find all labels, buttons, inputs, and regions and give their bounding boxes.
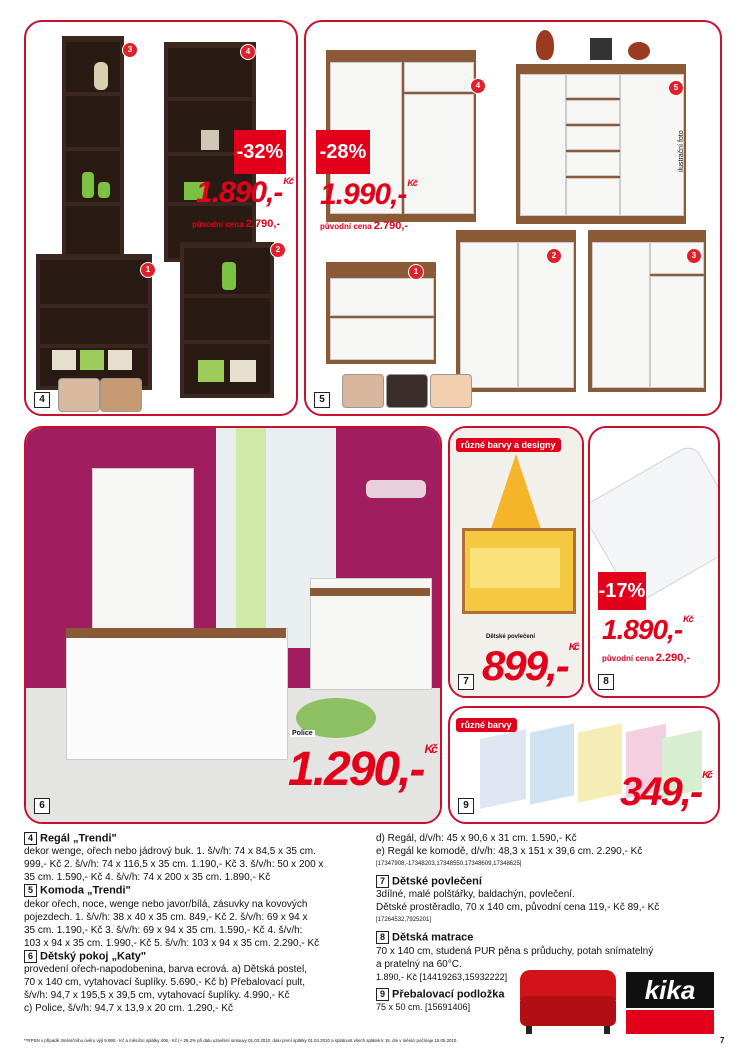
panel-number: 9	[458, 798, 474, 814]
panel-changing-pad	[448, 706, 720, 824]
heading-4: 4 Regál „Trendi"	[24, 832, 374, 845]
item-marker-2: 2	[270, 242, 286, 258]
desc-5-line-4: 103 x 94 x 35 cm. 1.990,- Kč 5. š/v/h: 103 x 94 x 35 cm. 2.290,- Kč	[24, 937, 320, 949]
desc-5-line-2: pojezdech. 1. š/v/h: 38 x 40 x 35 cm. 849,- Kč 2. š/v/h: 69 x 94 x	[24, 911, 308, 923]
heading-7: 7 Dětské povlečení	[376, 875, 716, 888]
photo-note: ilustrační foto	[678, 130, 685, 172]
kika-logo: kika	[626, 972, 714, 1008]
desc-8-line-3: 1.890,- Kč [14419263,15932222]	[376, 971, 508, 982]
variant-ribbon: různé barvy a designy	[456, 438, 561, 452]
discount-badge: -32%	[234, 130, 286, 174]
desc-8-line-2: a pratelný na 60°C.	[376, 958, 462, 970]
discount-badge: -28%	[316, 130, 370, 174]
variant-ribbon: různé barvy	[456, 718, 517, 732]
item-marker-3: 3	[686, 248, 702, 264]
desc-5-line-1: dekor ořech, noce, wenge nebo javor/bílá, zásuvky na kovových	[24, 898, 308, 910]
price: 1.990,-$^{Kč}$	[320, 178, 417, 211]
desc-6-line-6: e) Regál ke komodě, d/v/h: 48,3 x 151 x 39,6 cm. 2.290,- Kč	[376, 846, 643, 857]
original-price: původní cena 2.790,-	[192, 218, 281, 230]
desc-7-line-2: Dětské prostěradlo, 70 x 140 cm, původní cena 119,- Kč 89,- Kč	[376, 902, 660, 914]
price: 1.290,-$^{Kč}$	[288, 742, 436, 796]
desc-4-line-3: 35 cm. 1.590,- Kč 4. š/v/h: 74 x 200 x 35 cm. 1.890,- Kč	[24, 872, 271, 884]
panel-shelves	[24, 20, 298, 416]
item-marker-1: 1	[408, 264, 424, 280]
item-tag: Dětské povlečení	[486, 634, 536, 640]
desc-6-line-3: š/v/h: 94,7 x 195,5 x 39,5 cm, vytahovací šuplíky. 4.990,- Kč	[24, 990, 290, 1002]
desc-7-line-1: 3dílné, malé polštářky, baldachýn, povlečení.	[376, 889, 575, 901]
price: 1.890,-$^{Kč}$	[196, 176, 293, 209]
heading-5: 5 Komoda „Trendi"	[24, 884, 374, 897]
panel-number: 6	[34, 798, 50, 814]
page-number: 7	[720, 1036, 725, 1045]
panel-bedding	[448, 426, 584, 698]
discount-badge: -17%	[598, 572, 646, 610]
baby-bed	[66, 628, 288, 760]
price: 899,-$^{Kč}$	[482, 642, 578, 689]
desc-8-line-1: 70 x 140 cm, studená PUR pěna s průduchy, potah snímatelný	[376, 945, 654, 957]
panel-number: 8	[598, 674, 614, 690]
panel-number: 7	[458, 674, 474, 690]
desc-4-line-1: dekor wenge, ořech nebo jádrový buk. 1. š/v/h: 74 x 84,5 x 35 cm.	[24, 846, 316, 858]
item-marker-3: 3	[122, 42, 138, 58]
color-swatch-beech	[100, 378, 142, 412]
panel-nursery	[24, 426, 442, 824]
item-marker-4: 4	[240, 44, 256, 60]
color-swatch-light	[342, 374, 384, 408]
original-price: původní cena 2.790,-	[320, 220, 409, 232]
item-marker-5: 5	[668, 80, 684, 96]
desc-6-line-1: provedení ořech-napodobenina, barva ecrová. a) Dětská postel,	[24, 964, 307, 976]
description-left	[24, 832, 374, 1015]
panel-commodes	[304, 20, 722, 416]
sofa-image	[520, 970, 616, 1034]
item-marker-4: 4	[470, 78, 486, 94]
desc-6-line-4: c) Police, š/v/h: 94,7 x 13,9 x 20 cm. 1.290,- Kč	[24, 1003, 233, 1015]
original-price: původní cena 2.290,-	[602, 652, 691, 664]
desc-6-line-2: 70 x 140 cm, vytahovací šuplíky. 5.690,- Kč b) Přebalovací pult,	[24, 977, 306, 989]
heading-8: 8 Dětská matrace	[376, 931, 716, 944]
color-swatch-light	[58, 378, 100, 412]
item-marker-1: 1	[140, 262, 156, 278]
panel-number: 5	[314, 392, 330, 408]
panel-mattress	[588, 426, 720, 698]
desc-6-line-5: d) Regál, d/v/h: 45 x 90,6 x 31 cm. 1.590,- Kč	[376, 833, 577, 844]
price: 1.890,-$^{Kč}$	[602, 614, 693, 645]
heading-9: 9 Přebalovací podložka	[376, 988, 716, 1001]
desc-4-line-2: 999,- Kč 2. š/v/h: 74 x 116,5 x 35 cm. 1.190,- Kč 3. š/v/h: 50 x 200 x	[24, 859, 324, 871]
price: 349,-$^{Kč}$	[620, 770, 711, 814]
color-swatch-maple	[430, 374, 472, 408]
footer-note: **RPSN v případě 3měsíčního úvěru výjí 9.990,- Kč a měsíční splátky 406,- Kč (+ 29,2% při dalu uzavření smlouvy 01.03.2010, dalu první splátky 01.04.2010 a splatnost všech splátek k 15. dni v měsíci počínaje 15.05.2010.	[24, 1038, 458, 1043]
color-swatch-wenge	[386, 374, 428, 408]
item-marker-2: 2	[546, 248, 562, 264]
product-codes-6: [17347908,-17348203,17348550,17348609,17348625]	[376, 861, 522, 867]
panel-number: 4	[34, 392, 50, 408]
desc-5-line-3: 35 cm. 1.190,- Kč 3. š/v/h: 69 x 94 x 35 cm. 1.590,- Kč 4. š/v/h:	[24, 924, 303, 936]
desc-9-line-1: 75 x 50 cm. [15691406]	[376, 1002, 471, 1013]
heading-6: 6 Dětský pokoj „Katy"	[24, 950, 374, 963]
item-tag: Police	[292, 730, 313, 737]
product-codes-7: [17264532,7925201]	[376, 917, 432, 924]
